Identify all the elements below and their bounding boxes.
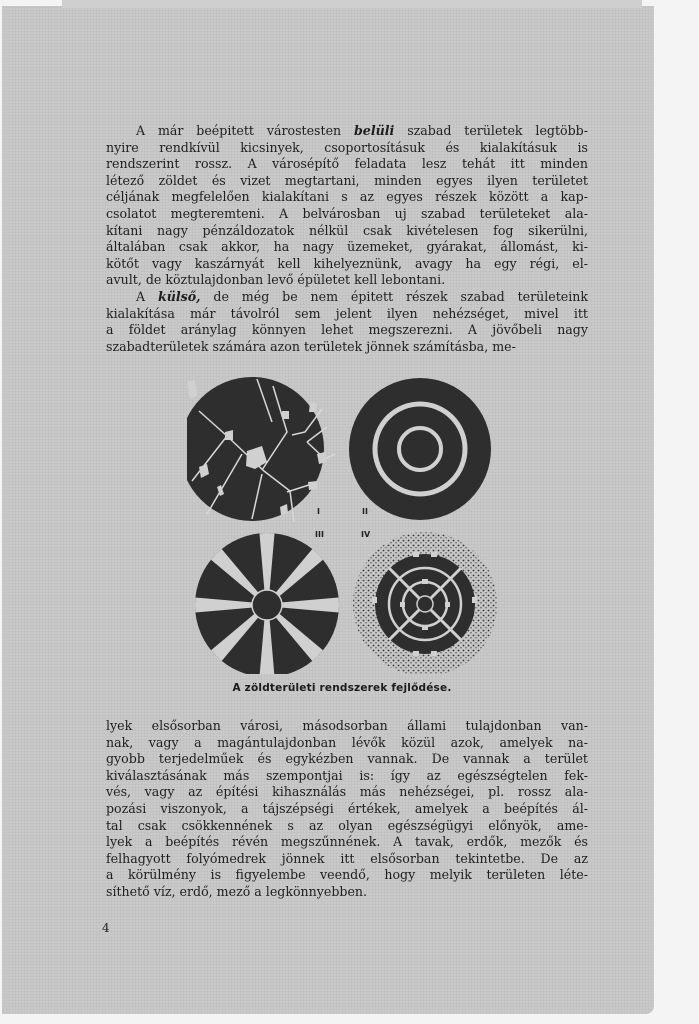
diagram-ii-disc (349, 378, 491, 520)
text-block-bottom (106, 718, 588, 901)
paragraph-3 (106, 718, 588, 901)
figure-caption: A zöldterületi rendszerek fejlődése. (232, 682, 452, 694)
diagram-i-scattered (187, 377, 335, 522)
text-line: csolatot megteremteni. A belvárosban uj szabad területeket ala- (106, 205, 588, 221)
text-line: A már beépitett várostesten belüli szabad területek legtöbb- (136, 123, 588, 138)
text-line: tal csak csökkennének s az olyan egészségügyi előnyök, ame- (106, 817, 588, 833)
text-line: kialakítása már távolról sem jelent ilyen nehézséget, mivel itt (106, 305, 588, 321)
diagram-ii-rings (349, 378, 491, 520)
text-line: a földet aránylag könnyen lehet megszerezni. A jövőbeli nagy (106, 322, 588, 338)
text-line: síthető víz, erdő, mező a legkönnyebben. (106, 883, 368, 899)
text-line: rendszerint rossz. A városépítő feladata lesz tehát itt minden (106, 156, 588, 172)
text-line: lyek elsősorban városi, másodsorban állami tulajdonban van- (106, 718, 588, 733)
text-line: kötőt vagy kaszárnyát kell kihelyeznünk, avagy ha egy régi, el- (106, 255, 588, 271)
figure-label-iii: III (315, 530, 324, 539)
emphasis: belüli (354, 123, 395, 138)
text-line: A külső, de még be nem épitett részek szabad területeink (136, 288, 589, 304)
text-line: létező zöldet és vizet megtartani, minden egyes ilyen területet (106, 172, 588, 188)
emphasis: külső, (157, 288, 201, 304)
text-block-top (106, 123, 588, 355)
diagram-iv-combined (353, 532, 497, 674)
text-line: általában csak akkor, ha nagy üzemeket, gyárakat, állomást, ki- (106, 239, 588, 255)
figure-label-iv: IV (361, 530, 371, 539)
figure-diagrams (187, 374, 497, 674)
diagram-iii-radial (195, 533, 339, 674)
text-line: felhagyott folyómedrek jönnek itt elsősorban tekintetbe. De az (106, 850, 588, 866)
text-line: avult, de köztulajdonban levő épületet kell lebontani. (106, 272, 446, 288)
paragraph-2 (106, 289, 588, 355)
text-line: nyire rendkívül kicsinyek, csoportosításuk és kialakításuk is (106, 139, 588, 155)
page-number: 4 (102, 921, 110, 935)
text-line: kítani nagy pénzáldozatok nélkül csak kivételesen fog sikerülni, (106, 222, 588, 238)
text-line: kiválasztásának más szempontjai is: így az egészségtelen fek- (106, 767, 588, 783)
text-line: nak, vagy a magántulajdonban lévők közül azok, amelyek na- (106, 734, 588, 750)
text-line: szabadterületek számára azon területek jönnek számításba, me- (106, 338, 516, 354)
diagram-iii-center (252, 590, 282, 620)
text-line: céljának megfelelően kialakítani s az egyes részek között a kap- (106, 189, 588, 205)
text-line: a körülmény is figyelembe veendő, hogy melyik területen léte- (106, 867, 588, 883)
text-line: vés, vagy az építési kihasználás más nehézségei, pl. rossz ala- (106, 784, 588, 800)
figure-label-ii: II (362, 507, 368, 516)
text-line: lyek a beépítés révén megszűnnének. A tavak, erdők, mezők és (106, 834, 588, 850)
text-line: gyobb terjedelműek és egykézben vannak. De vannak a terület (106, 751, 588, 767)
figure-green-systems (187, 374, 497, 704)
text-line: pozási viszonyok, a tájszépségi értékek, amelyek a beépítés ál- (106, 800, 588, 816)
book-page (2, 6, 654, 1014)
paragraph-1 (106, 123, 588, 289)
figure-label-i: I (317, 507, 320, 516)
